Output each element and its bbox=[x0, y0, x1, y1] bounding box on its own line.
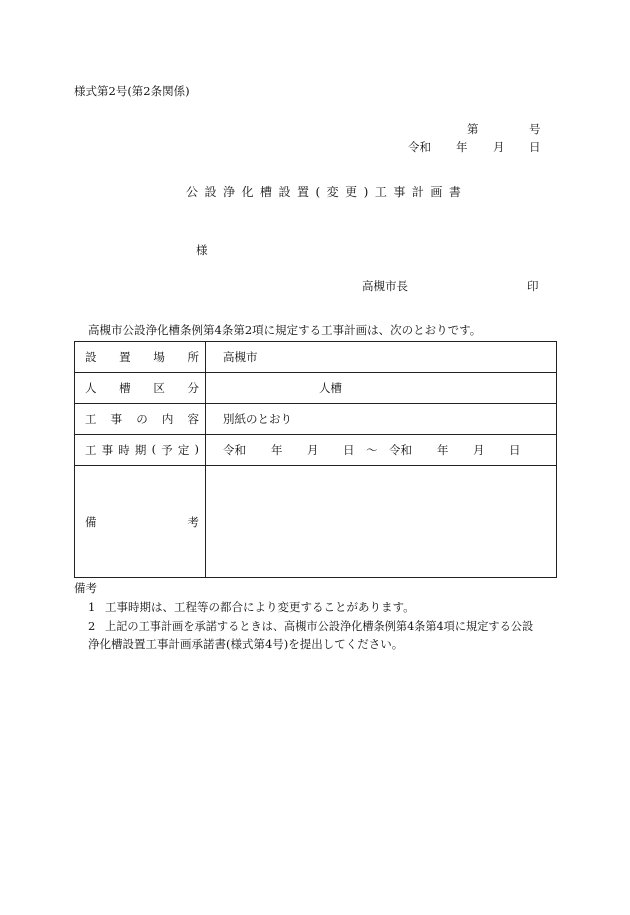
number-dai: 第 bbox=[467, 122, 479, 136]
mayor-name: 高槻市長 bbox=[362, 279, 408, 293]
intro-text: 高槻市公設浄化槽条例第4条第2項に規定する工事計画は、次のとおりです。 bbox=[88, 323, 482, 337]
document-title: 公設浄化槽設置(変更)工事計画書 bbox=[186, 185, 468, 199]
label-char: 設 bbox=[85, 350, 97, 364]
label-char: 工 bbox=[85, 412, 97, 426]
label-char: 区 bbox=[153, 381, 165, 395]
period-era1: 令和 bbox=[223, 443, 246, 457]
date-era: 令和 bbox=[408, 140, 431, 154]
row-value: 別紙のとおり bbox=[223, 412, 292, 426]
row-label bbox=[75, 442, 205, 458]
label-char: 槽 bbox=[119, 381, 131, 395]
table-row bbox=[75, 435, 557, 466]
value-cell bbox=[206, 435, 557, 466]
label-char: ( bbox=[151, 442, 157, 456]
label-char: 予 bbox=[161, 443, 173, 457]
row-label bbox=[75, 514, 205, 530]
label-cell bbox=[75, 373, 206, 404]
date-line bbox=[408, 142, 431, 154]
note-2-text: 上記の工事計画を承諾するときは、高槻市公設浄化槽条例第4条第4項に規定する公設 bbox=[105, 620, 534, 633]
note-2-num: 2 bbox=[88, 619, 96, 633]
row-label bbox=[75, 380, 205, 396]
seal-mark: 印 bbox=[527, 279, 539, 293]
period-year1: 年 bbox=[271, 443, 283, 457]
table-row bbox=[75, 404, 557, 435]
form-number: 様式第2号(第2条関係) bbox=[74, 84, 190, 98]
number-line bbox=[467, 124, 479, 136]
date-month: 月 bbox=[493, 140, 505, 154]
label-char: 期 bbox=[134, 443, 147, 457]
label-char: 備 bbox=[85, 514, 97, 529]
period-year2: 年 bbox=[437, 443, 449, 457]
number-go: 号 bbox=[529, 122, 541, 136]
label-char: 容 bbox=[187, 412, 199, 426]
label-char: 事 bbox=[101, 443, 114, 457]
period-day2: 日 bbox=[509, 443, 521, 457]
row-label bbox=[75, 349, 205, 365]
period-month1: 月 bbox=[307, 443, 319, 457]
note-2-continuation: 浄化槽設置工事計画承諾書(様式第4号)を提出してください。 bbox=[88, 637, 404, 651]
label-char: 事 bbox=[110, 412, 123, 426]
label-char: 置 bbox=[119, 350, 131, 364]
period-month2: 月 bbox=[473, 443, 485, 457]
note-1-num: 1 bbox=[88, 600, 96, 614]
label-char: 場 bbox=[153, 350, 165, 364]
label-char: 定 bbox=[177, 443, 190, 457]
label-char: 考 bbox=[187, 514, 199, 529]
plan-table bbox=[74, 341, 557, 578]
note-1-text: 工事時期は、工程等の都合により変更することがあります。 bbox=[105, 600, 415, 614]
value-cell bbox=[206, 404, 557, 435]
remarks-cell bbox=[206, 466, 557, 578]
period-day1: 日 bbox=[343, 443, 355, 457]
label-cell bbox=[75, 466, 206, 578]
label-cell bbox=[75, 435, 206, 466]
value-cell bbox=[206, 373, 557, 404]
label-char: 時 bbox=[118, 443, 130, 457]
notes-heading: 備考 bbox=[74, 581, 97, 595]
table-row bbox=[75, 373, 557, 404]
label-cell bbox=[75, 342, 206, 373]
label-char: の bbox=[136, 412, 148, 426]
row-value: 高槻市 bbox=[223, 350, 258, 364]
period-tilde: ～ bbox=[366, 443, 378, 457]
value-cell bbox=[206, 342, 557, 373]
table-row bbox=[75, 342, 557, 373]
label-char: 内 bbox=[161, 412, 174, 426]
label-cell bbox=[75, 404, 206, 435]
addressee-suffix: 様 bbox=[196, 243, 208, 257]
label-char: ) bbox=[194, 442, 199, 456]
label-char: 所 bbox=[187, 350, 199, 364]
label-char: 分 bbox=[187, 381, 199, 395]
date-year: 年 bbox=[456, 140, 468, 154]
row-label bbox=[75, 411, 205, 427]
label-char: 人 bbox=[85, 381, 97, 395]
date-day: 日 bbox=[529, 140, 541, 154]
period-era2: 令和 bbox=[389, 443, 412, 457]
row-value: 人槽 bbox=[319, 381, 342, 395]
label-char: 工 bbox=[85, 443, 97, 457]
table-row bbox=[75, 466, 557, 578]
